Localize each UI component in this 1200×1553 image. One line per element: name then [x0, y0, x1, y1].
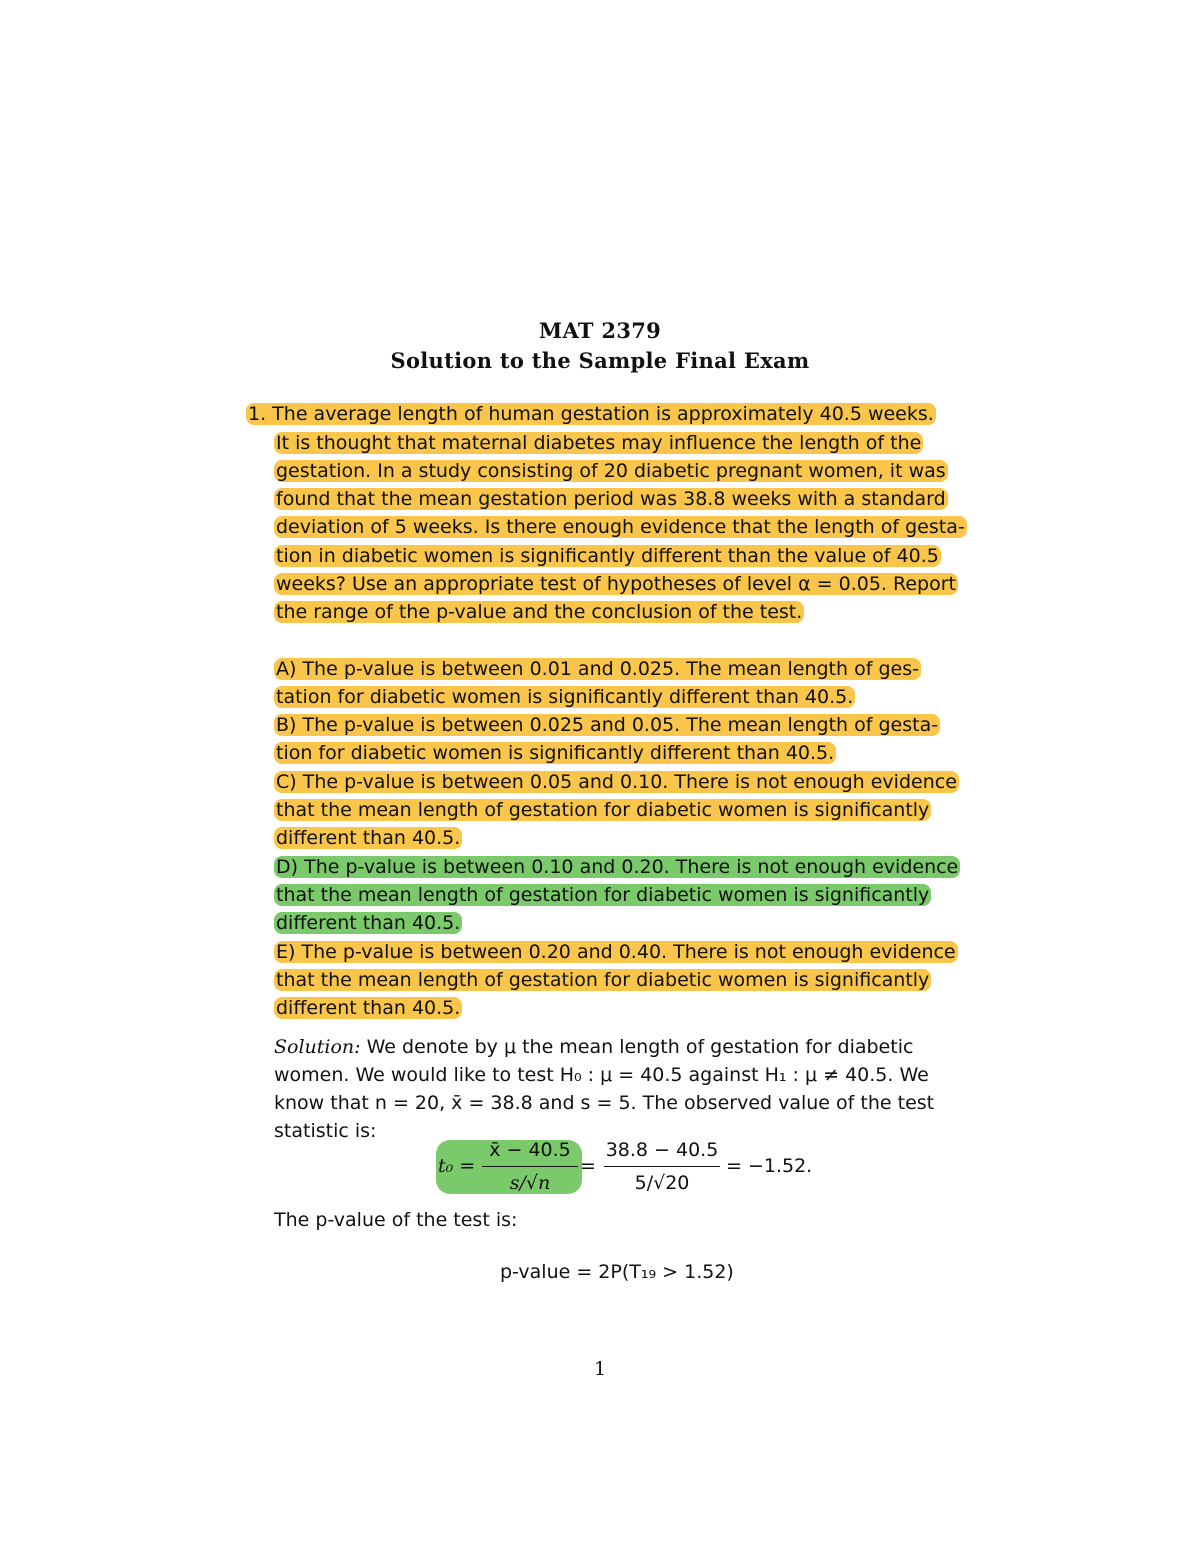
fraction-numerator: 38.8 − 40.5 [605, 1139, 719, 1161]
question-line: tion in diabetic women is significantly different than the value of 40.5 [276, 545, 939, 567]
solution-text: women. We would like to test H₀ : μ = 40.5 against H₁ : μ ≠ 40.5. We [274, 1064, 929, 1086]
course-title: MAT 2379 [538, 318, 662, 343]
solution-text: statistic is: [274, 1120, 377, 1142]
option-line-correct: D) The p-value is between 0.10 and 0.20. There is not enough evidence [276, 856, 959, 878]
option-line: B) The p-value is between 0.025 and 0.05. The mean length of gesta- [276, 714, 939, 736]
document-subtitle: Solution to the Sample Final Exam [390, 348, 810, 373]
solution-label: Solution: [274, 1036, 361, 1058]
option-line: that the mean length of gestation for diabetic women is significantly [276, 799, 930, 821]
fraction-denominator: s/√n [509, 1172, 551, 1194]
page-number: 1 [593, 1358, 607, 1380]
question-line: deviation of 5 weeks. Is there enough evidence that the length of gesta- [276, 516, 965, 538]
question-line: weeks? Use an appropriate test of hypotheses of level α = 0.05. Report [276, 573, 956, 595]
fraction-numerator: x̄ − 40.5 [489, 1139, 571, 1161]
option-line: that the mean length of gestation for diabetic women is significantly [276, 969, 930, 991]
question-line: 1. The average length of human gestation is approximately 40.5 weeks. [248, 403, 934, 425]
solution-text: know that n = 20, x̄ = 38.8 and s = 5. The observed value of the test [274, 1092, 935, 1114]
pvalue-formula: p-value = 2P(T₁₉ > 1.52) [500, 1261, 734, 1283]
fraction-denominator: 5/√20 [634, 1172, 690, 1194]
option-line: tion for diabetic women is significantly different than 40.5. [276, 742, 835, 764]
question-line: It is thought that maternal diabetes may influence the length of the [276, 432, 922, 454]
t-statistic-result: = −1.52. [726, 1155, 813, 1177]
option-line: tation for diabetic women is significantly different than 40.5. [276, 686, 854, 708]
option-line: C) The p-value is between 0.05 and 0.10. There is not enough evidence [276, 771, 957, 793]
option-line: different than 40.5. [276, 827, 461, 849]
t-statistic-lhs: t₀ = [438, 1155, 476, 1177]
question-line: found that the mean gestation period was 38.8 weeks with a standard [276, 488, 946, 510]
option-line-correct: different than 40.5. [276, 912, 461, 934]
equals-sign: = [580, 1155, 596, 1177]
question-line: gestation. In a study consisting of 20 diabetic pregnant women, it was [276, 460, 946, 482]
question-line: the range of the p-value and the conclusion of the test. [276, 601, 803, 623]
fraction-numeric [604, 1136, 720, 1197]
option-line-correct: that the mean length of gestation for diabetic women is significantly [276, 884, 930, 906]
option-line: E) The p-value is between 0.20 and 0.40. There is not enough evidence [276, 941, 956, 963]
option-line: A) The p-value is between 0.01 and 0.025. The mean length of ges- [276, 658, 919, 680]
fraction-symbolic [482, 1136, 578, 1197]
option-line: different than 40.5. [276, 997, 461, 1019]
solution-text: We denote by μ the mean length of gestation for diabetic [360, 1036, 914, 1058]
pvalue-intro: The p-value of the test is: [274, 1209, 518, 1231]
